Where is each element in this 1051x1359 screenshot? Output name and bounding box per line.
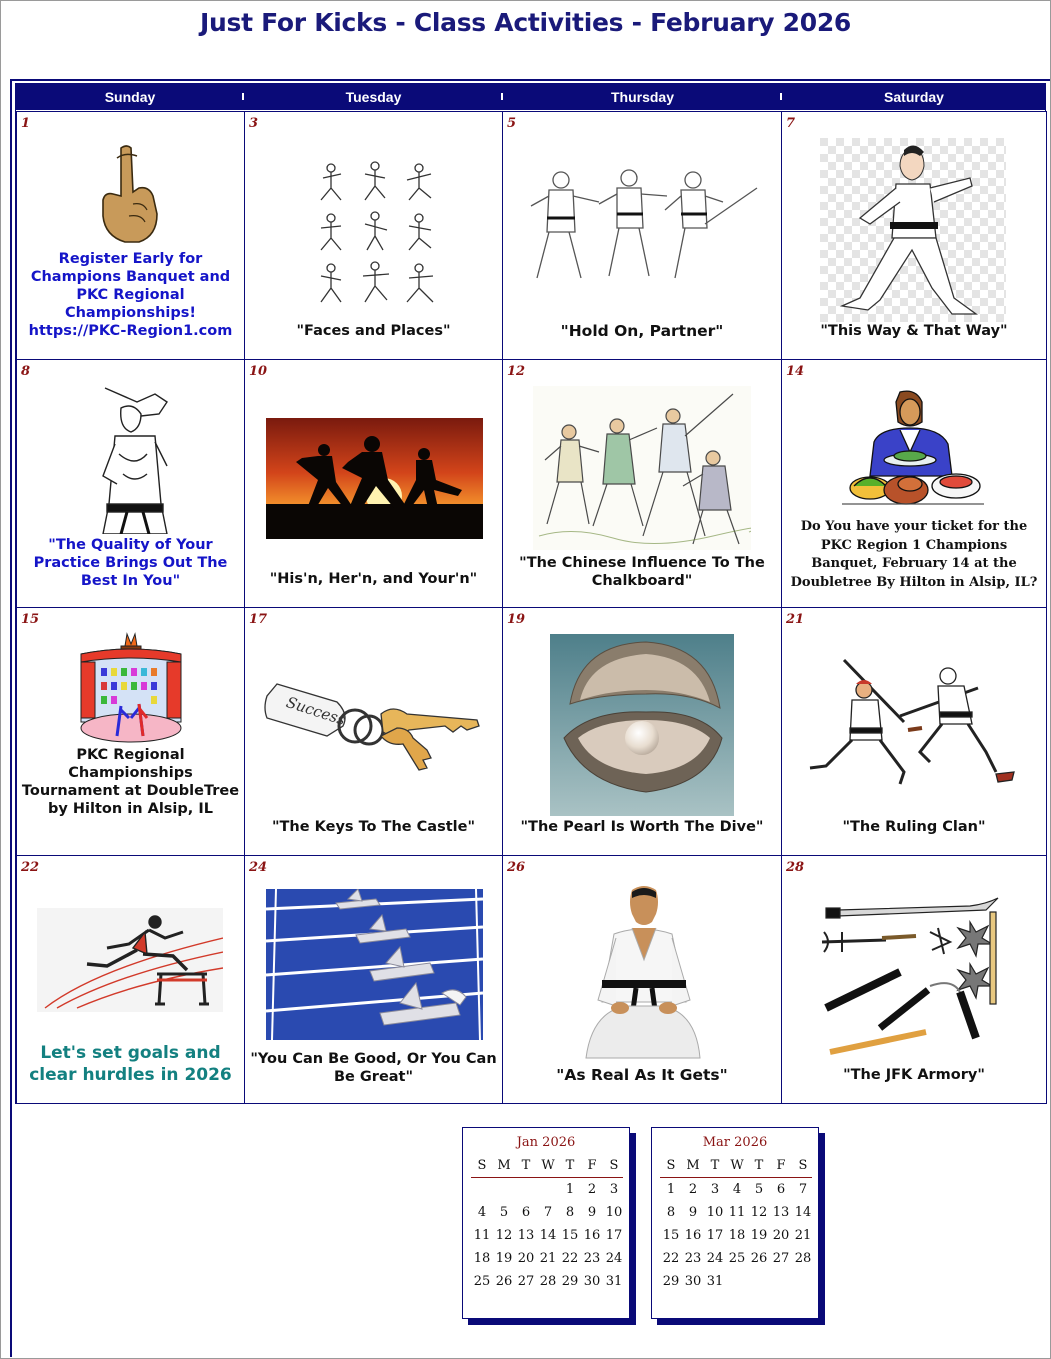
day-cell <box>244 111 503 360</box>
day-number: 1 <box>21 116 31 131</box>
mini-date: 26 <box>750 1251 768 1266</box>
day-cell <box>16 111 245 360</box>
mini-date: 23 <box>583 1251 601 1266</box>
cell-caption: "The Pearl Is Worth The Dive" <box>520 819 764 835</box>
hurdler <box>37 908 223 1012</box>
day-number: 8 <box>21 364 31 379</box>
weekday-header-thursday: Thursday <box>503 84 782 110</box>
mini-calendar-next-month <box>651 1127 819 1319</box>
day-cell <box>16 607 245 856</box>
day-number: 15 <box>21 612 40 627</box>
karate-kick-sequence <box>525 166 761 284</box>
karate-block-sketch <box>97 384 173 534</box>
mini-date: 2 <box>688 1182 698 1197</box>
day-cell <box>244 855 503 1104</box>
mini-date: 12 <box>495 1228 513 1243</box>
day-number: 26 <box>507 860 526 875</box>
mini-date: 27 <box>517 1274 535 1289</box>
day-number: 21 <box>786 612 805 627</box>
mini-date: 16 <box>684 1228 702 1243</box>
mini-date: 19 <box>495 1251 513 1266</box>
mini-date: 4 <box>732 1182 742 1197</box>
cell-caption: Let's set goals and clear hurdles in 2026 <box>29 1043 232 1085</box>
mini-date: 30 <box>583 1274 601 1289</box>
weekday-header-tuesday: Tuesday <box>244 84 503 110</box>
day-cell <box>502 607 782 856</box>
day-cell <box>244 607 503 856</box>
mini-weekday: T <box>754 1158 764 1173</box>
mini-date: 22 <box>662 1251 680 1266</box>
mini-date: 27 <box>772 1251 790 1266</box>
mini-date: 6 <box>521 1205 531 1220</box>
mini-calendar-previous-month <box>462 1127 630 1319</box>
weekday-header-sunday: Sunday <box>16 84 244 110</box>
cell-caption: "As Real As It Gets" <box>556 1066 728 1084</box>
mini-calendar-divider <box>471 1177 623 1178</box>
mini-date: 21 <box>539 1251 557 1266</box>
day-number: 7 <box>786 116 796 131</box>
starting-blocks <box>266 889 483 1040</box>
cell-caption: Register Early for Champions Banquet and PKC Regional Championships! https://PKC-Region1.com <box>28 251 233 339</box>
mini-date: 11 <box>728 1205 746 1220</box>
day-number: 24 <box>249 860 268 875</box>
mini-date: 8 <box>666 1205 676 1220</box>
mini-date: 20 <box>772 1228 790 1243</box>
mini-date: 19 <box>750 1228 768 1243</box>
mini-weekday: M <box>686 1158 700 1173</box>
day-cell <box>781 359 1047 608</box>
mini-date: 1 <box>565 1182 575 1197</box>
mini-date: 9 <box>688 1205 698 1220</box>
mini-weekday: W <box>541 1158 555 1173</box>
day-number: 12 <box>507 364 526 379</box>
mini-date: 24 <box>605 1251 623 1266</box>
mini-date: 10 <box>605 1205 623 1220</box>
cell-caption: "Hold On, Partner" <box>560 322 724 340</box>
mini-date: 21 <box>794 1228 812 1243</box>
mini-date: 17 <box>605 1228 623 1243</box>
mini-calendar-divider <box>660 1177 812 1178</box>
mini-date: 7 <box>543 1205 553 1220</box>
mini-weekday: T <box>521 1158 531 1173</box>
cell-caption: PKC Regional Championships Tournament at DoubleTree by Hilton in Alsip, IL <box>21 747 240 817</box>
day-cell <box>781 111 1047 360</box>
stick-fighters <box>800 654 1026 796</box>
cell-caption: "This Way & That Way" <box>820 323 1008 339</box>
mini-date: 13 <box>517 1228 535 1243</box>
mini-weekday: W <box>730 1158 744 1173</box>
day-cell <box>502 855 782 1104</box>
svg-text:Success: Success <box>284 693 348 729</box>
mini-date: 29 <box>561 1274 579 1289</box>
tournament-arena <box>77 632 185 744</box>
mini-date: 14 <box>794 1205 812 1220</box>
mini-weekday: T <box>565 1158 575 1173</box>
day-number: 5 <box>507 116 517 131</box>
cell-caption: Do You have your ticket for the PKC Region 1 Champions Banquet, February 14 at the Doubletree By Hilton in Alsip, IL? <box>790 519 1038 590</box>
mini-date: 18 <box>728 1228 746 1243</box>
mini-date: 31 <box>706 1274 724 1289</box>
mini-date: 24 <box>706 1251 724 1266</box>
mini-date: 18 <box>473 1251 491 1266</box>
mini-date: 22 <box>561 1251 579 1266</box>
day-cell <box>502 111 782 360</box>
day-number: 3 <box>249 116 259 131</box>
cell-caption: "The JFK Armory" <box>843 1067 985 1083</box>
cell-caption: "The Ruling Clan" <box>842 819 986 835</box>
mini-date: 16 <box>583 1228 601 1243</box>
mini-date: 5 <box>754 1182 764 1197</box>
mini-date: 23 <box>684 1251 702 1266</box>
mini-date: 8 <box>565 1205 575 1220</box>
mini-date: 20 <box>517 1251 535 1266</box>
cell-caption: "His'n, Her'n, and Your'n" <box>269 571 478 587</box>
mini-weekday: S <box>477 1158 487 1173</box>
mini-date: 17 <box>706 1228 724 1243</box>
mini-date: 10 <box>706 1205 724 1220</box>
karate-woman <box>820 138 1006 322</box>
day-cell <box>16 359 245 608</box>
mini-date: 15 <box>561 1228 579 1243</box>
mini-weekday: T <box>710 1158 720 1173</box>
day-number: 17 <box>249 612 268 627</box>
header-separator <box>501 93 503 100</box>
header-separator <box>242 93 244 100</box>
mini-weekday: S <box>666 1158 676 1173</box>
mini-date: 28 <box>794 1251 812 1266</box>
day-cell <box>502 359 782 608</box>
day-number: 10 <box>249 364 268 379</box>
mini-date: 14 <box>539 1228 557 1243</box>
karate-poses-sketch <box>311 156 441 306</box>
mini-date: 3 <box>609 1182 619 1197</box>
mini-date: 11 <box>473 1228 491 1243</box>
mini-date: 3 <box>710 1182 720 1197</box>
day-number: 22 <box>21 860 40 875</box>
mini-date: 13 <box>772 1205 790 1220</box>
mini-weekday: S <box>798 1158 808 1173</box>
mini-weekday: F <box>776 1158 786 1173</box>
mini-date: 1 <box>666 1182 676 1197</box>
mini-date: 9 <box>587 1205 597 1220</box>
cell-caption: "You Can Be Good, Or You Can Be Great" <box>250 1051 497 1085</box>
mini-date: 6 <box>776 1182 786 1197</box>
mini-date: 25 <box>728 1251 746 1266</box>
weekday-header-saturday: Saturday <box>782 84 1046 110</box>
mini-date: 25 <box>473 1274 491 1289</box>
day-number: 14 <box>786 364 805 379</box>
mini-date: 15 <box>662 1228 680 1243</box>
mini-date: 26 <box>495 1274 513 1289</box>
mini-weekday: M <box>497 1158 511 1173</box>
mini-calendar-title: Jan 2026 <box>516 1135 576 1150</box>
sunset-silhouettes <box>266 418 483 539</box>
day-cell <box>781 607 1047 856</box>
day-cell <box>781 855 1047 1104</box>
mini-date: 5 <box>499 1205 509 1220</box>
oyster-pearl <box>550 634 734 816</box>
kung-fu-painting <box>533 386 751 550</box>
martial-arts-weapons <box>820 892 1008 1062</box>
mini-date: 4 <box>477 1205 487 1220</box>
header-separator <box>780 93 782 100</box>
cell-caption: "The Keys To The Castle" <box>271 819 475 835</box>
cell-caption: "The Quality of Your Practice Brings Out The Best In You" <box>33 537 228 589</box>
day-number: 28 <box>786 860 805 875</box>
mini-date: 12 <box>750 1205 768 1220</box>
page-title: Just For Kicks - Class Activities - February 2026 <box>199 8 852 37</box>
mini-date: 29 <box>662 1274 680 1289</box>
mini-date: 31 <box>605 1274 623 1289</box>
success-keys <box>263 674 485 776</box>
mini-date: 7 <box>798 1182 808 1197</box>
mini-date: 2 <box>587 1182 597 1197</box>
mini-calendar-title: Mar 2026 <box>702 1135 768 1150</box>
cell-caption: "Faces and Places" <box>296 323 451 339</box>
kneeling-karateka <box>576 882 710 1066</box>
mini-weekday: F <box>587 1158 597 1173</box>
pointing-finger-icon <box>99 144 161 244</box>
mini-date: 28 <box>539 1274 557 1289</box>
mini-weekday: S <box>609 1158 619 1173</box>
banquet-server <box>840 386 986 514</box>
day-cell <box>244 359 503 608</box>
cell-caption: "The Chinese Influence To The Chalkboard" <box>519 555 765 589</box>
day-cell <box>16 855 245 1104</box>
day-number: 19 <box>507 612 526 627</box>
mini-date: 30 <box>684 1274 702 1289</box>
